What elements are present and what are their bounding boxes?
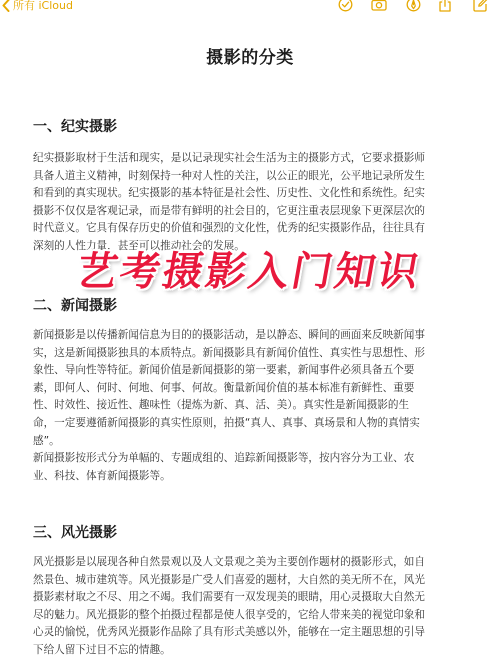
camera-icon[interactable] <box>371 0 387 12</box>
body-line: 命，一定要遵循新闻摄影的真实性原则，拍摄“真人、真事、真场景和人物的真情实 <box>33 416 420 429</box>
back-button-label: 所有 iCloud <box>13 0 73 12</box>
body-line: 实，这是新闻摄影独具的本质特点。新闻摄影具有新闻价值性、真实性与思想性、形 <box>33 346 425 359</box>
body-line: 新闻摄影是以传播新闻信息为目的的摄影活动，是以静态、瞬间的画面来反映新闻事 <box>33 329 425 341</box>
note-title: 摄影的分类 <box>206 48 294 68</box>
markup-pen-icon[interactable] <box>405 0 421 12</box>
body-line: 感”。 <box>33 434 60 447</box>
overlay-banner-title: 艺考摄影入门知识 <box>72 249 426 295</box>
body-line: 摄影素材取之不尽、用之不竭。我们需要有一双发现美的眼睛，用心灵摄取大自然无 <box>33 591 425 604</box>
back-button[interactable] <box>2 0 73 13</box>
chevron-left-icon <box>2 0 10 12</box>
body-line: 素，即何人、何时、何地、何事、何故。衡量新闻价值的基本标准有新鲜性、重要 <box>33 381 415 394</box>
body-line: 下给人留下过目不忘的情趣。 <box>33 643 171 656</box>
body-line: 和看到的真实现状。纪实摄影的基本特征是社会性、历史性、文化性和系统性。纪实 <box>33 187 425 200</box>
body-line: 纪实摄影取材于生活和现实，是以记录现实社会生活为主的摄影方式，它要求摄影师 <box>33 152 425 164</box>
notes-toolbar <box>0 0 500 16</box>
body-line: 具备人道主义精神，时刻保持一种对人性的关注，以公正的眼光，公平地记录所发生 <box>33 169 425 182</box>
section-body-news <box>33 327 467 485</box>
checklist-icon[interactable] <box>337 0 353 12</box>
body-line: 新闻摄影按形式分为单幅的、专题成组的、追踪新闻摄影等，按内容分为工业、农 <box>33 452 415 465</box>
compose-icon[interactable] <box>472 0 488 12</box>
section-heading-news: 二、新闻摄影 <box>33 298 117 314</box>
section-heading-landscape: 三、风光摄影 <box>33 525 117 541</box>
section-body-documentary <box>33 150 467 256</box>
body-line: 心灵的愉悦，优秀风光摄影作品除了具有形式美感以外，能够在一定主题思想的引导 <box>33 626 425 639</box>
section-heading-documentary: 一、纪实摄影 <box>33 119 117 135</box>
body-line: 摄影不仅仅是客观记录，而是带有鲜明的社会目的，它更注重表层现象下更深层次的 <box>33 204 425 217</box>
body-line: 深刻的人性力量，甚至可以推动社会的发展。 <box>33 239 245 252</box>
body-line: 时代意义。它具有保存历史的价值和强烈的文化性，优秀的纪实摄影作品，往往具有 <box>33 222 425 235</box>
share-icon[interactable] <box>437 0 453 12</box>
body-line: 然景色、城市建筑等。风光摄影是广受人们喜爱的题材，大自然的美无所不在，风光 <box>33 573 425 586</box>
body-line: 象性、导向性等特征。新闻价值是新闻摄影的第一要素，新闻事件必须具备五个要 <box>33 364 415 377</box>
body-line: 业、科技、体育新闻摄影等。 <box>33 469 171 482</box>
body-line: 性、时效性、接近性、趣味性（提炼为新、真、活、美）。真实性是新闻摄影的生 <box>33 399 410 412</box>
body-line: 风光摄影是以展现各种自然景观以及人文景观之美为主要创作题材的摄影形式，如自 <box>33 556 425 568</box>
body-line: 尽的魅力。风光摄影的整个拍摄过程都是使人很享受的，它给人带来美的视觉印象和 <box>33 608 425 621</box>
section-body-landscape <box>33 554 467 660</box>
